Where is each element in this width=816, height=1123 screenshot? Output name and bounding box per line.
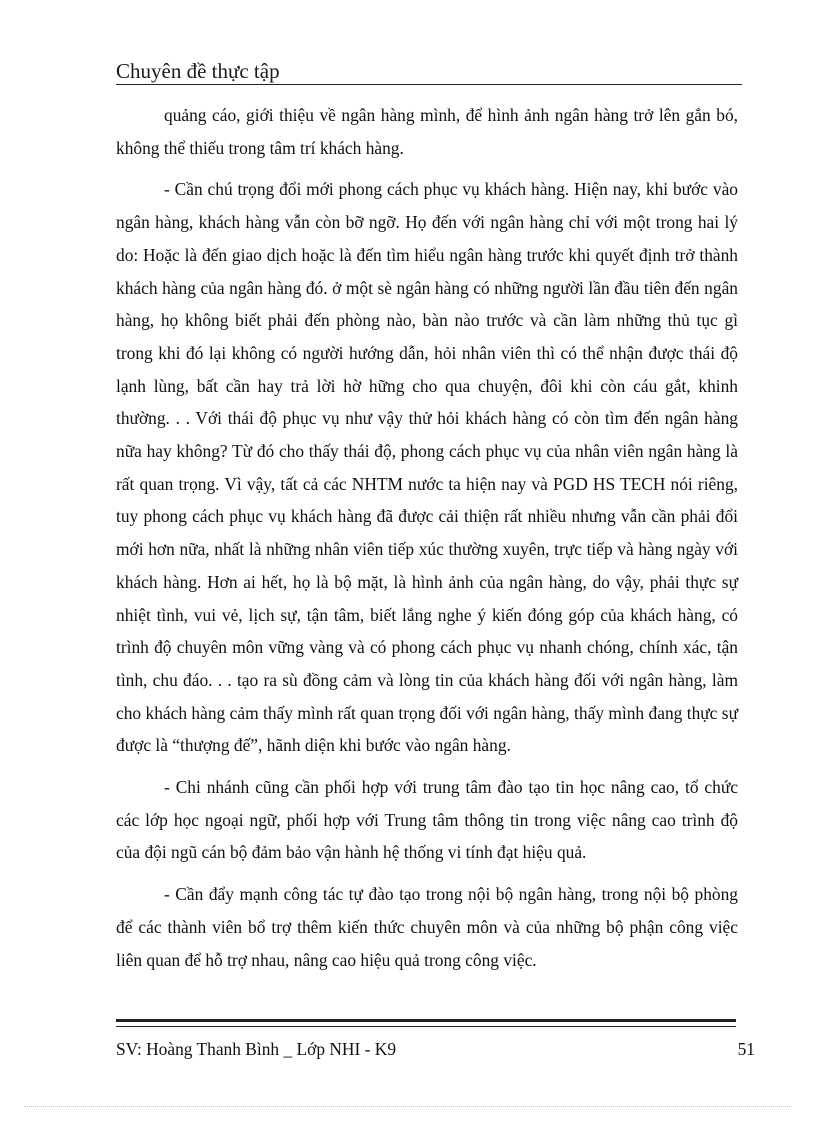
paragraph-service-style: - Cần chú trọng đổi mới phong cách phục vụ khách hàng. Hiện nay, khi bước vào ngân hàng, khách hàng vẫn còn bỡ ngỡ. Họ đến với ngân hàng chỉ với một trong hai lý do: Hoặc là đến giao dịch hoặc là đến tìm hiểu ngân hàng trước khi quyết định trở thành khách hàng của ngân hàng đó. ở một sè ngân hàng có những người lần đầu tiên đến ngân hàng, họ không biết phải đến phòng nào, bàn nào trước và cần làm những thủ tục gì trong khi đó lại không có người hướng dẫn, hỏi nhân viên thì có thể nhận được thái độ lạnh lùng, bất cần hay trả lời hờ hững cho qua chuyện, đôi khi còn cáu gắt, khinh thường. . . Với thái độ phục vụ như vậy thử hỏi khách hàng có còn tìm đến ngân hàng nữa hay không? Từ đó cho thấy thái độ, phong cách phục vụ của nhân viên ngân hàng là rất quan trọng. Vì vậy, tất cả các NHTM nước ta hiện nay và PGD HS TECH nói riêng, tuy phong cách phục vụ khách hàng đã được cải thiện rất nhiều nhưng vẫn cần phải đổi mới hơn nữa, nhất là những nhân viên tiếp xúc thường xuyên, trực tiếp và hàng ngày với khách hàng. Hơn ai hết, họ là bộ mặt, là hình ảnh của ngân hàng, do vậy, phải thực sự nhiệt tình, vui vẻ, lịch sự, tận tâm, biết lắng nghe ý kiến đóng góp của khách hàng, có trình độ chuyên môn vững vàng và có phong cách phục vụ nhanh chóng, chính xác, tận tình, chu đáo. . . tạo ra sù đồng cảm và lòng tin của khách hàng đối với ngân hàng, làm cho khách hàng cảm thấy mình rất quan trọng đối với ngân hàng, thấy mình đang thực sự được là “thượng đế”, hãnh diện khi bước vào ngân hàng. — [116, 179, 738, 756]
header-divider — [116, 84, 742, 85]
paragraph-training-coordination: - Chi nhánh cũng cần phối hợp với trung tâm đào tạo tin học nâng cao, tổ chức các lớp học ngoại ngữ, phối hợp với Trung tâm thông tin trong việc nâng cao trình độ của đội ngũ cán bộ đảm bảo vận hành hệ thống vi tính đạt hiệu quả. — [116, 777, 738, 863]
page-number: 51 — [737, 1039, 755, 1059]
footer-author-line: SV: Hoàng Thanh Bình _ Lớp NHI - K9 — [116, 1039, 397, 1059]
page-header — [116, 54, 742, 84]
document-body — [116, 99, 738, 976]
paragraph-internal-training: - Cần đẩy mạnh công tác tự đào tạo trong nội bộ ngân hàng, trong nội bộ phòng để các thành viên bổ trợ thêm kiến thức chuyên môn và của những bộ phận công việc liên quan để hỗ trợ nhau, nâng cao hiệu quả trong công việc. — [116, 884, 738, 970]
paragraph-advertising-continuation: quảng cáo, giới thiệu về ngân hàng mình, để hình ảnh ngân hàng trở lên gắn bó, không thể thiếu trong tâm trí khách hàng. — [116, 105, 738, 158]
page-boundary-line — [24, 1106, 792, 1107]
footer-divider — [116, 1019, 736, 1027]
page-title: Chuyên đề thực tập — [116, 59, 280, 83]
